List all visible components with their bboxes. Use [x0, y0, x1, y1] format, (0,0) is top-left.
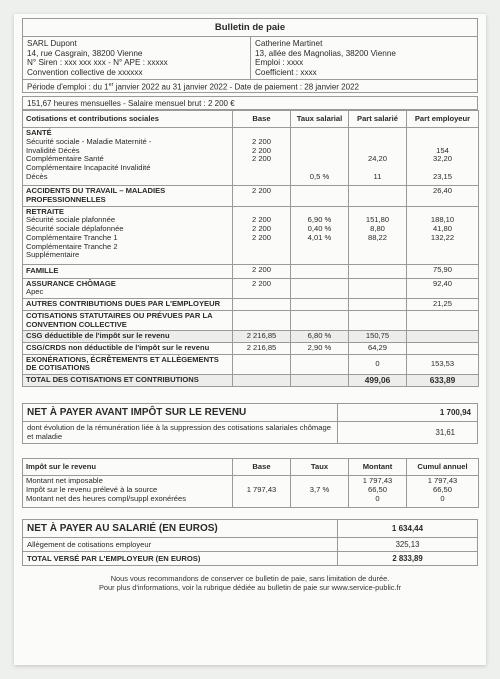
tax-montant-2: 0 — [375, 493, 380, 503]
retraite-label-3: Complémentaire Tranche 2 — [26, 241, 118, 251]
row-csg-non-deductible — [23, 343, 479, 355]
employer-convention: Convention collective de xxxxxx — [27, 67, 143, 77]
sante-label-2: Complémentaire Santé — [26, 154, 104, 164]
row-csg-deductible — [23, 331, 479, 343]
tax-cumul-1: 66,50 — [432, 484, 452, 494]
tax-col-base: Base — [233, 459, 291, 476]
retraite-employeur-2: 132,22 — [430, 232, 455, 242]
contributions-table — [22, 110, 479, 386]
csg-ded-title: CSG déductible de l'impôt sur le revenu — [23, 331, 233, 343]
csg-non-base: 2 216,85 — [233, 343, 291, 355]
csg-ded-base: 2 216,85 — [233, 331, 291, 343]
famille-title: FAMILLE — [23, 264, 233, 278]
chomage-employeur: 92,40 — [407, 278, 479, 298]
chomage-base: 2 200 — [233, 278, 291, 298]
famille-employeur: 75,90 — [407, 264, 479, 278]
row-autres — [23, 299, 479, 311]
net-before-tax-row — [22, 403, 478, 422]
row-sante — [23, 128, 479, 186]
retraite-title: RETRAITE — [26, 206, 64, 216]
col-header-base: Base — [233, 111, 291, 128]
employee-block — [250, 37, 477, 79]
accidents-title: ACCIDENTS DU TRAVAIL – MALADIES PROFESSIONNELLES — [23, 186, 233, 206]
row-exonerations — [23, 354, 479, 374]
sante-base-2: 2 200 — [251, 145, 271, 155]
sante-label-3: Complémentaire Incapacité Invalidité — [26, 163, 151, 173]
evolution-row — [22, 422, 478, 444]
sante-base-4: 2 200 — [251, 154, 271, 164]
col-header-employeur: Part employeur — [407, 111, 479, 128]
employee-name: Catherine Martinet — [255, 39, 323, 48]
footer-note — [22, 574, 478, 592]
csg-non-taux: 2,90 % — [291, 343, 349, 355]
tax-montant-1: 66,50 — [367, 484, 387, 494]
employer-block — [23, 37, 250, 79]
tax-label-1: Impôt sur le revenu prélevé à la source — [26, 484, 158, 494]
sante-employeur-1: 154 — [436, 145, 449, 155]
evolution-label: dont évolution de la rémunération liée à la suppression des cotisations salariales chômage et maladie — [27, 422, 331, 441]
row-chomage — [23, 278, 479, 298]
document-title: Bulletin de paie — [22, 18, 478, 36]
famille-base: 2 200 — [233, 264, 291, 278]
sante-employeur-2: 32,20 — [432, 154, 452, 164]
evolution-value: 31,61 — [337, 422, 477, 443]
tax-montant-0: 1 797,43 — [362, 476, 393, 486]
sante-salarie-2: 24,20 — [367, 154, 387, 164]
col-header-salarie: Part salarié — [349, 111, 407, 128]
tax-label-2: Montant net des heures compl/suppl exonérées — [26, 493, 186, 503]
sante-label-0: Sécurité sociale - Maladie Maternité - — [26, 137, 152, 147]
tax-label-0: Montant net imposable — [26, 476, 103, 486]
payslip-sheet — [14, 14, 486, 665]
exonerations-employeur: 153,53 — [407, 354, 479, 374]
employment-period — [22, 79, 478, 93]
allegement-row — [22, 538, 478, 552]
retraite-salarie-1: 8,80 — [370, 224, 385, 234]
employer-name: SARL Dupont — [27, 39, 77, 48]
sante-title: SANTÉ — [26, 128, 52, 138]
tax-col-label: Impôt sur le revenu — [23, 459, 233, 476]
income-tax-header-row — [23, 459, 479, 476]
retraite-label-4: Supplémentaire — [26, 250, 80, 260]
retraite-employeur-0: 188,10 — [430, 215, 455, 225]
total-title: TOTAL DES COTISATIONS ET CONTRIBUTIONS — [23, 375, 233, 387]
accidents-employeur: 26,40 — [407, 186, 479, 206]
sante-salarie-4: 11 — [373, 171, 382, 181]
exonerations-salarie: 0 — [349, 354, 407, 374]
net-to-pay-value: 1 634,44 — [337, 520, 477, 537]
col-header-label: Cotisations et contributions sociales — [23, 111, 233, 128]
csg-ded-salarie: 150,75 — [349, 331, 407, 343]
chomage-sub: Apec — [26, 287, 44, 297]
parties-block — [22, 36, 478, 79]
footer-line-2: Pour plus d'informations, voir la rubrique dédiée au bulletin de paie sur www.service-public.fr — [98, 583, 402, 593]
tax-taux-1: 3,7 % — [309, 484, 330, 494]
row-famille — [23, 264, 479, 278]
total-employeur: 633,89 — [407, 375, 479, 387]
employer-address: 14, rue Casgrain, 38200 Vienne — [27, 48, 143, 58]
row-retraite — [23, 206, 479, 264]
retraite-salarie-2: 88,22 — [367, 232, 387, 242]
allegement-value: 325,13 — [337, 538, 477, 551]
tax-col-montant: Montant — [349, 459, 407, 476]
col-header-taux: Taux salarial — [291, 111, 349, 128]
retraite-base-0: 2 200 — [251, 215, 271, 225]
tax-base-1: 1 797,43 — [246, 484, 277, 494]
tax-cumul-2: 0 — [440, 493, 445, 503]
net-to-pay-label: NET À PAYER AU SALARIÉ (EN EUROS) — [27, 523, 218, 535]
retraite-label-2: Complémentaire Tranche 1 — [26, 232, 118, 242]
retraite-taux-0: 6,90 % — [307, 215, 332, 225]
tax-col-cumul: Cumul annuel — [407, 459, 479, 476]
period-sup: er — [108, 82, 114, 89]
employee-job: Emploi : xxxx — [255, 58, 304, 68]
net-before-tax-value: 1 700,94 — [337, 404, 477, 421]
sante-label-4: Décès — [26, 171, 48, 181]
sante-taux-4: 0,5 % — [309, 171, 330, 181]
footer-line-1: Nous vous recommandons de conserver ce bulletin de paie, sans limitation de durée. — [110, 574, 390, 584]
chomage-title: ASSURANCE CHÔMAGE — [26, 278, 116, 288]
retraite-label-0: Sécurité sociale plafonnée — [26, 215, 116, 225]
sante-base-1: 2 200 — [251, 137, 271, 147]
allegement-label: Allègement de cotisations employeur — [27, 540, 152, 550]
autres-title: AUTRES CONTRIBUTIONS DUES PAR L'EMPLOYEUR — [23, 299, 233, 311]
income-tax-row — [23, 476, 479, 508]
income-tax-table — [22, 458, 479, 508]
total-paid-row — [22, 552, 478, 566]
exonerations-title: EXONÉRATIONS, ÉCRÊTEMENTS ET ALLÈGEMENTS DE COTISATIONS — [23, 354, 233, 374]
period-prefix: Période d'emploi : du 1 — [27, 83, 109, 93]
retraite-label-1: Sécurité sociale déplafonnée — [26, 224, 124, 234]
csg-non-salarie: 64,29 — [349, 343, 407, 355]
accidents-base: 2 200 — [233, 186, 291, 206]
payslip-content — [22, 18, 478, 592]
salary-summary: 151,67 heures mensuelles - Salaire mensuel brut : 2 200 € — [22, 96, 478, 110]
csg-non-title: CSG/CRDS non déductible de l'impôt sur le revenu — [23, 343, 233, 355]
contributions-header-row — [23, 111, 479, 128]
employee-coefficient: Coefficient : xxxx — [255, 67, 317, 77]
row-accidents — [23, 186, 479, 206]
autres-employeur: 21,25 — [407, 299, 479, 311]
csg-ded-taux: 6,80 % — [291, 331, 349, 343]
retraite-salarie-0: 151,80 — [365, 215, 390, 225]
total-salarie: 499,06 — [349, 375, 407, 387]
sante-label-1: Invalidité Décès — [26, 145, 80, 155]
row-statutaires — [23, 310, 479, 330]
employer-ids: N° Siren : xxx xxx xxx - N° APE : xxxxx — [27, 58, 168, 68]
retraite-taux-2: 4,01 % — [307, 232, 332, 242]
total-paid-label: TOTAL VERSÉ PAR L'EMPLOYEUR (EN EUROS) — [27, 554, 201, 564]
statutaires-title: COTISATIONS STATUTAIRES OU PRÉVUES PAR LA CONVENTION COLLECTIVE — [23, 310, 233, 330]
employee-address: 13, allée des Magnolias, 38200 Vienne — [255, 48, 396, 58]
tax-cumul-0: 1 797,43 — [427, 476, 458, 486]
retraite-employeur-1: 41,80 — [432, 224, 452, 234]
retraite-taux-1: 0,40 % — [307, 224, 332, 234]
period-rest: janvier 2022 au 31 janvier 2022 - Date de paiement : 28 janvier 2022 — [113, 83, 359, 93]
retraite-base-2: 2 200 — [251, 232, 271, 242]
retraite-base-1: 2 200 — [251, 224, 271, 234]
sante-employeur-4: 23,15 — [432, 171, 452, 181]
row-total — [23, 375, 479, 387]
tax-col-taux: Taux — [291, 459, 349, 476]
net-to-pay-row — [22, 519, 478, 538]
total-paid-value: 2 833,89 — [337, 552, 477, 565]
net-before-tax-label: NET À PAYER AVANT IMPÔT SUR LE REVENU — [27, 406, 247, 418]
